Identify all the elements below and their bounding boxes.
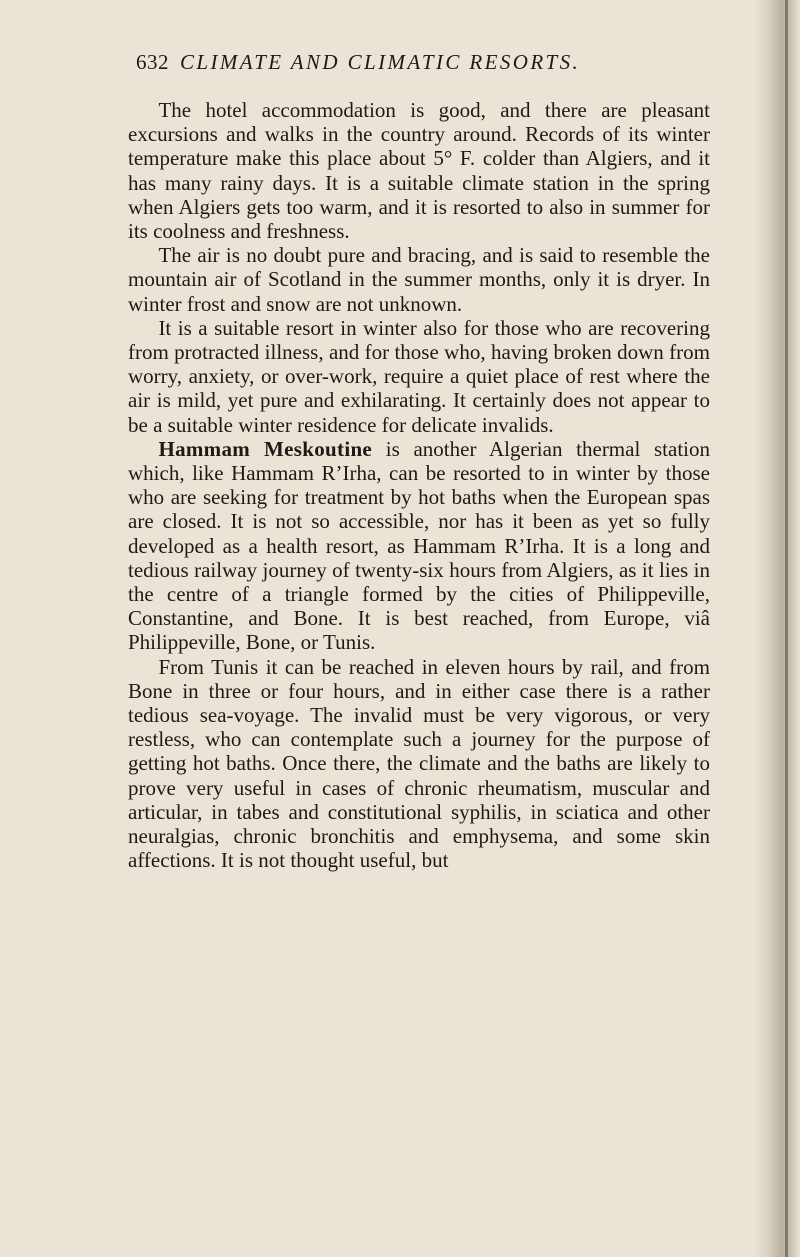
body-text — [128, 98, 710, 873]
paragraph-text: The air is no doubt pure and bracing, and is said to resemble the mountain air of Scotland in the summer months, only it is dryer. In winter frost and snow are not unknown. — [128, 243, 710, 316]
running-title: CLIMATE AND CLIMATIC RESORTS. — [180, 50, 581, 74]
paragraph — [128, 316, 710, 437]
paragraph-lead-term: Hammam Meskoutine — [158, 436, 373, 461]
paragraph — [128, 437, 710, 655]
page-gutter-shadow — [754, 0, 800, 1257]
paragraph — [128, 655, 710, 873]
page-edge-line — [785, 0, 788, 1257]
paragraph-text: It is a suitable resort in winter also for those who are recovering from protracted illness, and for those who, having broken down from worry, anxiety, or over-work, require a quiet place of rest where the air is mild, yet pure and exhilarating. It certainly does not appear to be a suitable winter residence for delicate invalids. — [128, 315, 710, 437]
paragraph-text: From Tunis it can be reached in eleven hours by rail, and from Bone in three or four hours, and in either case there is a rather tedious sea-voyage. The invalid must be very vigorous, or very restless, who can contemplate such a journey for the purpose of getting hot baths. Once there, the climate and the baths are likely to prove very useful in cases of chronic rheumatism, muscular and articular, in tabes and constitutional syphilis, in sciatica and other neuralgias, chronic bronchitis and emphysema, and some skin affections. It is not thought useful, but — [128, 654, 710, 873]
paragraph-text: is another Algerian thermal station which, like Hammam R’Irha, can be resorted to in winter by those who are seeking for treatment by hot baths when the European spas are closed. It is not so accessible, nor has it been as yet so fully developed as a health resort, as Hammam R’Irha. It is a long and tedious railway journey of twenty-six hours from Algiers, as it lies in the centre of a triangle formed by the cities of Philippeville, Constantine, and Bone. It is best reached, from Europe, viâ Philippeville, Bone, or Tunis. — [128, 436, 710, 655]
paragraph — [128, 98, 710, 243]
running-head — [136, 50, 736, 82]
paragraph-text: The hotel accommodation is good, and there are pleasant excursions and walks in the country around. Records of its winter temperature make this place about 5° F. colder than Algiers, and it has many rainy days. It is a suitable climate station in the spring when Algiers gets too warm, and it is resorted to also in summer for its coolness and freshness. — [128, 98, 710, 244]
page-number: 632 — [136, 50, 169, 74]
paragraph — [128, 243, 710, 316]
